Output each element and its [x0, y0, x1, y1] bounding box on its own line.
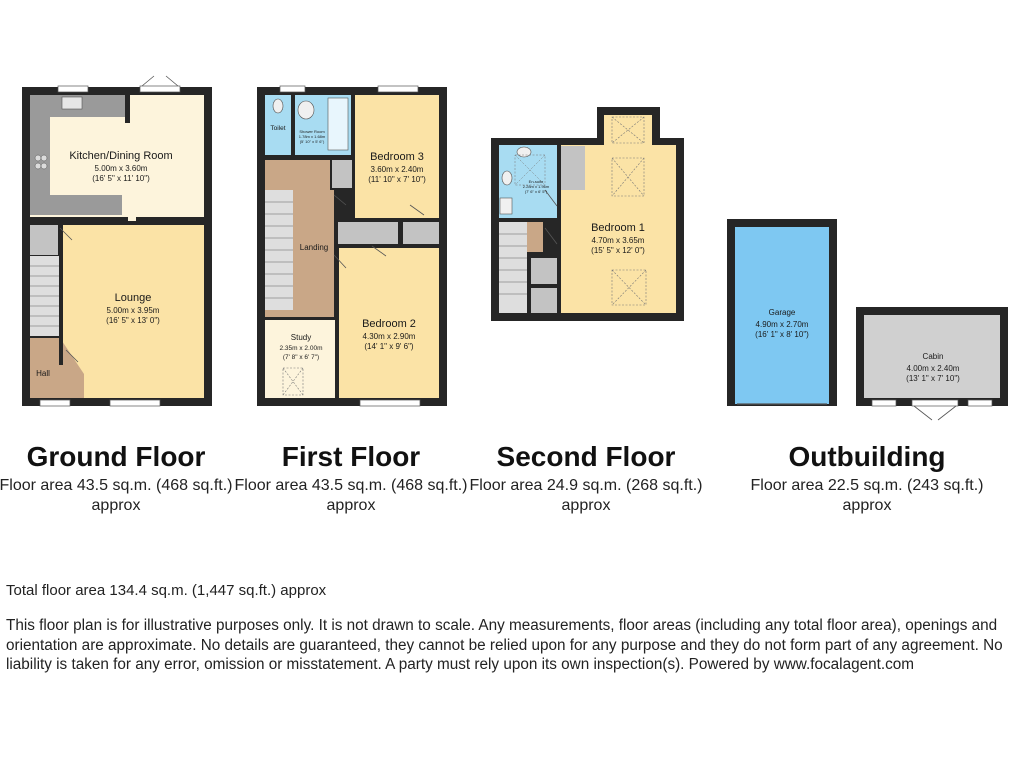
wall-segment [557, 145, 561, 313]
bedroom-2-label: Bedroom 2 [362, 318, 416, 330]
cupboard [403, 222, 439, 244]
wall-segment [30, 217, 128, 224]
floor-title: First Floor [281, 441, 421, 472]
basin-icon [298, 101, 314, 119]
floor-title: Outbuilding [788, 441, 946, 472]
landing [527, 222, 543, 252]
wc-icon [273, 99, 283, 113]
kitchen-dims-imperial: (16' 5" x 11' 10") [92, 174, 150, 183]
bedroom-1-dims-imperial: (15' 5" x 12' 0") [591, 246, 645, 255]
front-door [40, 400, 70, 406]
hob-icon [35, 163, 41, 169]
shower-room-label: Shower Room [299, 129, 325, 134]
total-floor-area: Total floor area 134.4 sq.m. (1,447 sq.ft.) approx [6, 582, 327, 599]
window [58, 86, 88, 92]
garage-dims: 4.90m x 2.70m [755, 320, 809, 329]
en-suite-label: En-suite [528, 179, 544, 184]
cupboard [338, 222, 398, 244]
floor-title: Second Floor [496, 441, 676, 472]
patio-door-swing [142, 76, 178, 86]
kitchen-label: Kitchen/Dining Room [69, 150, 173, 162]
cabin-dims-imperial: (13' 1" x 7' 10") [906, 374, 960, 383]
cupboard [531, 258, 559, 284]
floor-area: Floor area 24.9 sq.m. (268 sq.ft.) approx [469, 477, 703, 514]
window [968, 400, 992, 406]
hob-icon [41, 163, 47, 169]
wall-segment [265, 317, 335, 320]
cabin-label: Cabin [922, 352, 944, 361]
hall-label: Hall [36, 369, 50, 378]
first-floor-plan [257, 86, 447, 406]
cupboard [30, 225, 58, 255]
window [360, 400, 420, 406]
cupboard [332, 160, 352, 188]
floor-area: Floor area 43.5 sq.m. (468 sq.ft.) approx [0, 477, 233, 514]
wall-segment [125, 95, 130, 123]
kitchen-worktop-lower [30, 195, 122, 215]
lounge-dims-imperial: (16' 5" x 13' 0") [106, 316, 160, 325]
hob-icon [41, 155, 47, 161]
en-suite-dims: 2.28m x 1.96m [522, 184, 550, 189]
floor-area: Floor area 22.5 sq.m. (243 sq.ft.) approx [750, 477, 984, 514]
study-label: Study [290, 333, 312, 342]
ground-floor-caption [0, 440, 234, 516]
basin-icon [500, 198, 512, 214]
wall-segment [335, 244, 339, 398]
wall-segment [59, 225, 63, 365]
window [378, 86, 418, 92]
bedroom-1-label: Bedroom 1 [591, 222, 645, 234]
floor-area: Floor area 43.5 sq.m. (468 sq.ft.) approx [234, 477, 468, 514]
stairs [499, 222, 527, 313]
bedroom-1-dims: 4.70m x 3.65m [591, 236, 645, 245]
study-dims: 2.35m x 2.00m [279, 345, 323, 352]
cupboard [561, 146, 585, 190]
bedroom-3-dims: 3.60m x 2.40m [370, 165, 424, 174]
cabin-dims: 4.00m x 2.40m [906, 364, 960, 373]
basin-icon [517, 147, 531, 157]
bedroom-2-dims: 4.30m x 2.90m [362, 332, 416, 341]
shower-tray-icon [328, 98, 348, 150]
wc-icon [502, 171, 512, 185]
toilet-label: Toilet [270, 125, 286, 132]
disclaimer: This floor plan is for illustrative purposes only. It is not drawn to scale. Any measurements, floor areas (including any total floor area), openings and orientation are approximate. No details are guaranteed, they cannot be relied upon for any purpose and they do not form part of any agreement. No liability is taken for any error, omission or misstatement. A party must rely upon its own inspection(s). Powered by www.focalagent.com [6, 617, 1003, 673]
patio-door [140, 86, 180, 92]
first-floor-caption [233, 440, 469, 516]
en-suite-dims-imperial: (7' 6" x 6' 5") [524, 189, 548, 194]
ground-floor-plan [22, 76, 212, 406]
cabin-door-swing [914, 406, 956, 420]
wall-segment [136, 217, 204, 224]
garage-dims-imperial: (16' 1" x 8' 10") [755, 330, 809, 339]
second-floor-plan [491, 107, 684, 321]
lounge-dims: 5.00m x 3.95m [106, 306, 160, 315]
kitchen-dims: 5.00m x 3.60m [94, 164, 148, 173]
shower-room-dims-imperial: (5' 10" x 5' 6") [299, 139, 325, 144]
second-floor-caption [468, 440, 704, 516]
sink-icon [62, 97, 82, 109]
hob-icon [35, 155, 41, 161]
outbuilding-plan [727, 219, 1008, 420]
window [110, 400, 160, 406]
cabin-door [912, 400, 958, 406]
window [872, 400, 896, 406]
study-dims-imperial: (7' 8" x 6' 7") [282, 354, 320, 361]
cupboard [531, 288, 559, 313]
bedroom-2-dims-imperial: (14' 1" x 9' 6") [364, 342, 414, 351]
bedroom-3-dims-imperial: (11' 10" x 7' 10") [368, 175, 426, 184]
garage-label: Garage [768, 308, 796, 317]
shower-room-dims: 1.78m x 1.68m [298, 134, 326, 139]
outbuilding-caption [749, 440, 985, 516]
lounge-label: Lounge [114, 292, 152, 304]
window [280, 86, 305, 92]
landing-label: Landing [299, 243, 329, 252]
floor-title: Ground Floor [26, 441, 206, 472]
bedroom-3-label: Bedroom 3 [370, 151, 424, 163]
